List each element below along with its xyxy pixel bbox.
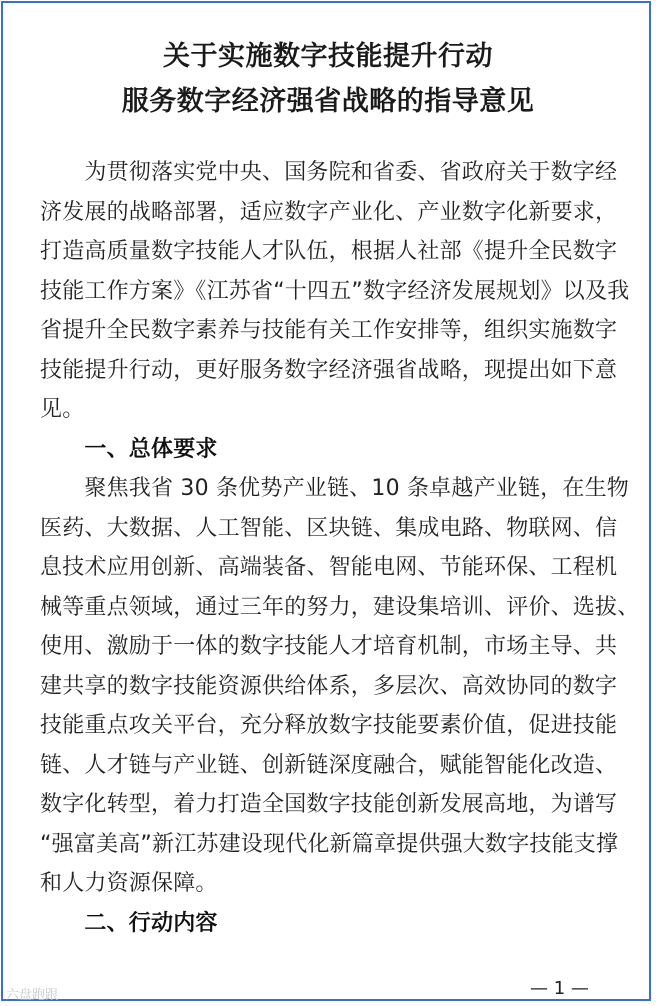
section1-line: 数字化转型，着力打造全国数字技能创新发展高地，为谱写 [40, 792, 618, 817]
section1-line: 建共享的数字技能资源供给体系，多层次、高效协同的数字 [40, 674, 618, 699]
section1-line: 链、人才链与产业链、创新链深度融合，赋能智能化改造、 [40, 753, 618, 778]
section1-line: 技能重点攻关平台，充分释放数字技能要素价值，促进技能 [40, 713, 618, 738]
intro-line: 技能工作方案》《江苏省“十四五”数字经济发展规划》以及我 [40, 279, 630, 304]
section1-line: 聚焦我省 30 条优势产业链、10 条卓越产业链，在生物 [40, 476, 629, 501]
page-number: — 1 — [530, 978, 589, 999]
document-title-line-1: 关于实施数字技能提升行动 [163, 41, 493, 72]
intro-line: 技能提升行动，更好服务数字经济强省战略，现提出如下意 [40, 358, 618, 383]
watermark: 六盘跑跟 [6, 988, 59, 1003]
intro-line: 打造高质量数字技能人才队伍，根据人社部《提升全民数字 [40, 239, 618, 264]
section-heading-general-requirements: 一、总体要求 [40, 437, 218, 462]
section1-line: 械等重点领域，通过三年的努力，建设集培训、评价、选拔、 [40, 595, 640, 620]
intro-line: 为贯彻落实党中央、国务院和省委、省政府关于数字经 [40, 160, 618, 185]
section1-line: 息技术应用创新、高端装备、智能电网、节能环保、工程机 [40, 555, 618, 580]
section1-line: 医药、大数据、人工智能、区块链、集成电路、物联网、信 [40, 516, 618, 541]
intro-line: 见。 [40, 397, 85, 422]
intro-line: 济发展的战略部署，适应数字产业化、产业数字化新要求， [40, 200, 618, 225]
document-title-line-2: 服务数字经济强省战略的指导意见 [121, 86, 535, 117]
section1-line: 使用、激励于一体的数字技能人才培育机制，市场主导、共 [40, 634, 618, 659]
intro-line: 省提升全民数字素养与技能有关工作安排等，组织实施数字 [40, 318, 618, 343]
section-heading-action-content: 二、行动内容 [40, 911, 218, 936]
section1-line: “强富美高”新江苏建设现代化新篇章提供强大数字技能支撑 [40, 832, 619, 857]
section1-line: 和人力资源保障。 [40, 871, 218, 896]
